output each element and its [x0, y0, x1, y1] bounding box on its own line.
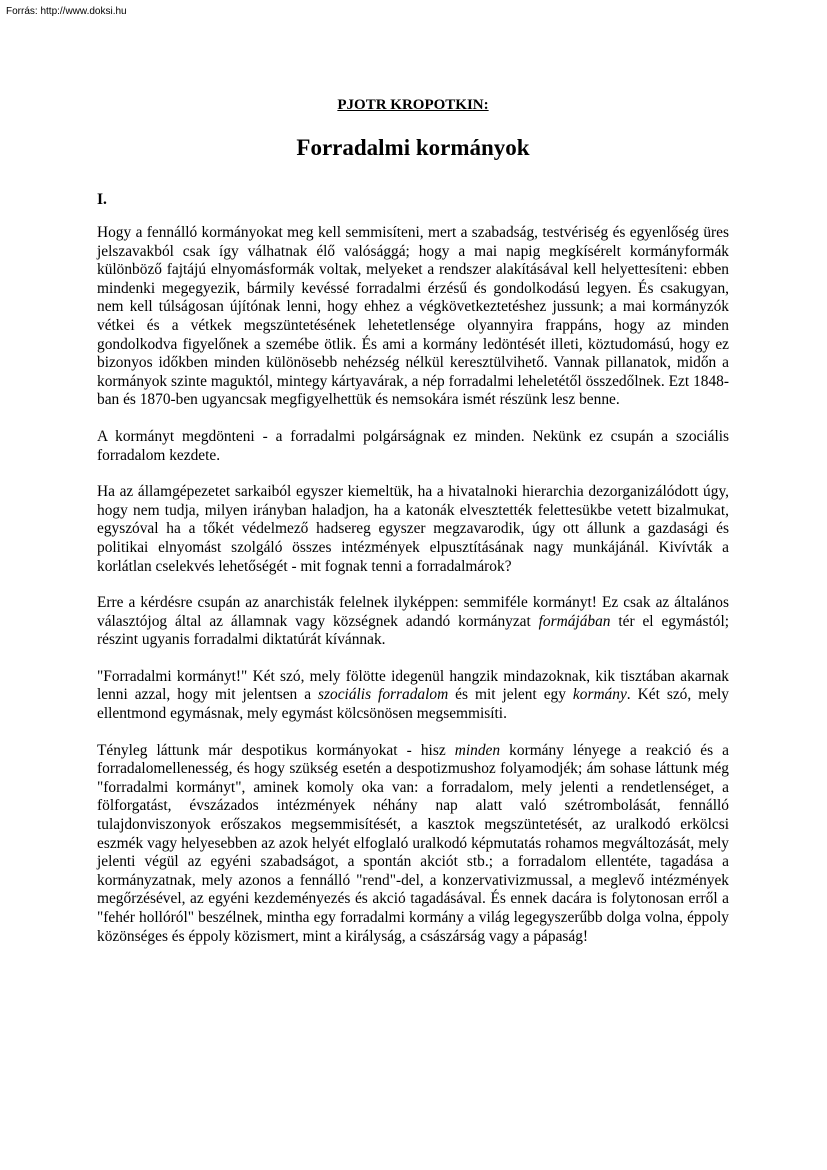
text-segment: . Két szó, mely ellentmond egymásnak, mely egymást kölcsönösen megsemmisíti. [97, 686, 729, 723]
emphasized-text: kormány [572, 686, 627, 704]
document-title: Forradalmi kormányok [296, 135, 530, 160]
section-number: I. [97, 191, 107, 208]
paragraph [97, 594, 729, 650]
text-segment: "Forradalmi kormányt!" Két szó, mely fölötte idegenül hangzik mindazoknak, kik tisztában akarnak lenni azzal, hogy mit jelentsen a [97, 667, 729, 704]
text-segment: Ha az államgépezetet sarkaiból egyszer kiemeltük, ha a hivatalnoki hierarchia dezorganizálódott úgy, hogy nem tudja, milyen irányban haladjon, ha a katonák elvesztették felettesükbe vetett bizalmukat, egyszóval ha a tőkét védelmező hadsereg egyszer megzavarodik, úgy ott állunk a gazdasági és politikai elnyomást szolgáló összes intézmények elpusztításának nagy munkájánál. Kivívták a korlátlan cselekvés lehetőségét - mit fognak tenni a forradalmárok? [97, 483, 729, 575]
paragraph [97, 483, 729, 576]
emphasized-text: minden [454, 741, 501, 759]
source-note: Forrás: http://www.doksi.hu [6, 6, 127, 17]
text-segment: Tényleg láttunk már despotikus kormányokat - hisz [97, 741, 455, 759]
paragraph [97, 742, 729, 947]
emphasized-text: formájában [538, 612, 611, 630]
text-segment: tér el egymástól; részint ugyanis forradalmi diktatúrát kívánnak. [97, 612, 729, 649]
text-segment: Erre a kérdésre csupán az anarchisták felelnek ilyképpen: semmiféle kormányt! Ez csak az általános választójog által az államnak vagy községnek adandó kormányzat [97, 594, 729, 630]
paragraph [97, 224, 729, 410]
author-heading: PJOTR KROPOTKIN: [337, 97, 489, 113]
text-segment: kormány lényege a reakció és a forradalomellenesség, és hogy szükség esetén a despotizmushoz folyamodjék; ám sohase láttunk még "forradalmi kormányt", aminek komoly oka van: a forradalom, mely jelenti a rendetlenséget, a fölforgatást, évszázados intézmények néhány nap alatt való szétrombolását, fennálló tulajdonviszonyok erőszakos megsemmisítését, a kasztok megszüntetését, az uralkodó erkölcsi eszmék vagy helyesebben az azok helyét elfoglaló uralkodó képmutatás rohamos megváltozását, mely jelenti végül az egyéni szabadságot, a spontán akciót stb.; a forradalom ellentéte, tagadása a kormányzatnak, mely azonos a fennálló "rend"-del, a konzervativizmussal, a meglevő intézmények megőrzésével, az egyéni kezdeményezés és akció tagadásával. És ennek dacára is folytonosan erről a "fehér hollóról" beszélnek, mintha egy forradalmi kormány a világ legegyszerűbb dolga volna, éppoly közönséges és éppoly közismert, mint a királyság, a császárság vagy a pápaság! [97, 741, 730, 945]
paragraph [97, 428, 729, 465]
text-segment: Hogy a fennálló kormányokat meg kell semmisíteni, mert a szabadság, testvériség és egyenlőség üres jelszavakból csak így válhatnak élő valósággá; hogy a mai napig megkísérelt kormányformák különböző fajtájú elnyomásformák voltak, melyeket a rendszer alakításával kell helyettesíteni: ebben mindenki megegyezik, bármily kevéssé forradalmi érzésű és gondolkodású legyen. És csakugyan, nem kell túlságosan újítónak lenni, hogy ehhez a végkövetkeztetéshez jussunk; a mai kormányzók vétkei és a vétkek megszüntetésének lehetetlensége olyannyira frappáns, hogy az minden gondolkodva figyelőnek a szemébe ötlik. És ami a kormány ledöntését illeti, köztudomású, hogy ez bizonyos időkben minden különösebb nehézség nélkül keresztülvihető. Vannak pillanatok, midőn a kormányok szinte maguktól, mintegy kártyavárak, a nép forradalmi leheletétől összedőlnek. Ezt 1848-ban és 1870-ben ugyancsak megfigyelhettük és nemsokára ismét részünk lesz benne. [97, 224, 729, 409]
text-segment: és mit jelent egy [448, 686, 573, 704]
paragraph [97, 668, 729, 724]
body-text [97, 224, 729, 946]
text-segment: A kormányt megdönteni - a forradalmi polgárságnak ez minden. Nekünk ez csupán a szociális forradalom kezdete. [97, 427, 729, 464]
emphasized-text: szociális forradalom [318, 686, 449, 704]
document-page [97, 96, 729, 964]
